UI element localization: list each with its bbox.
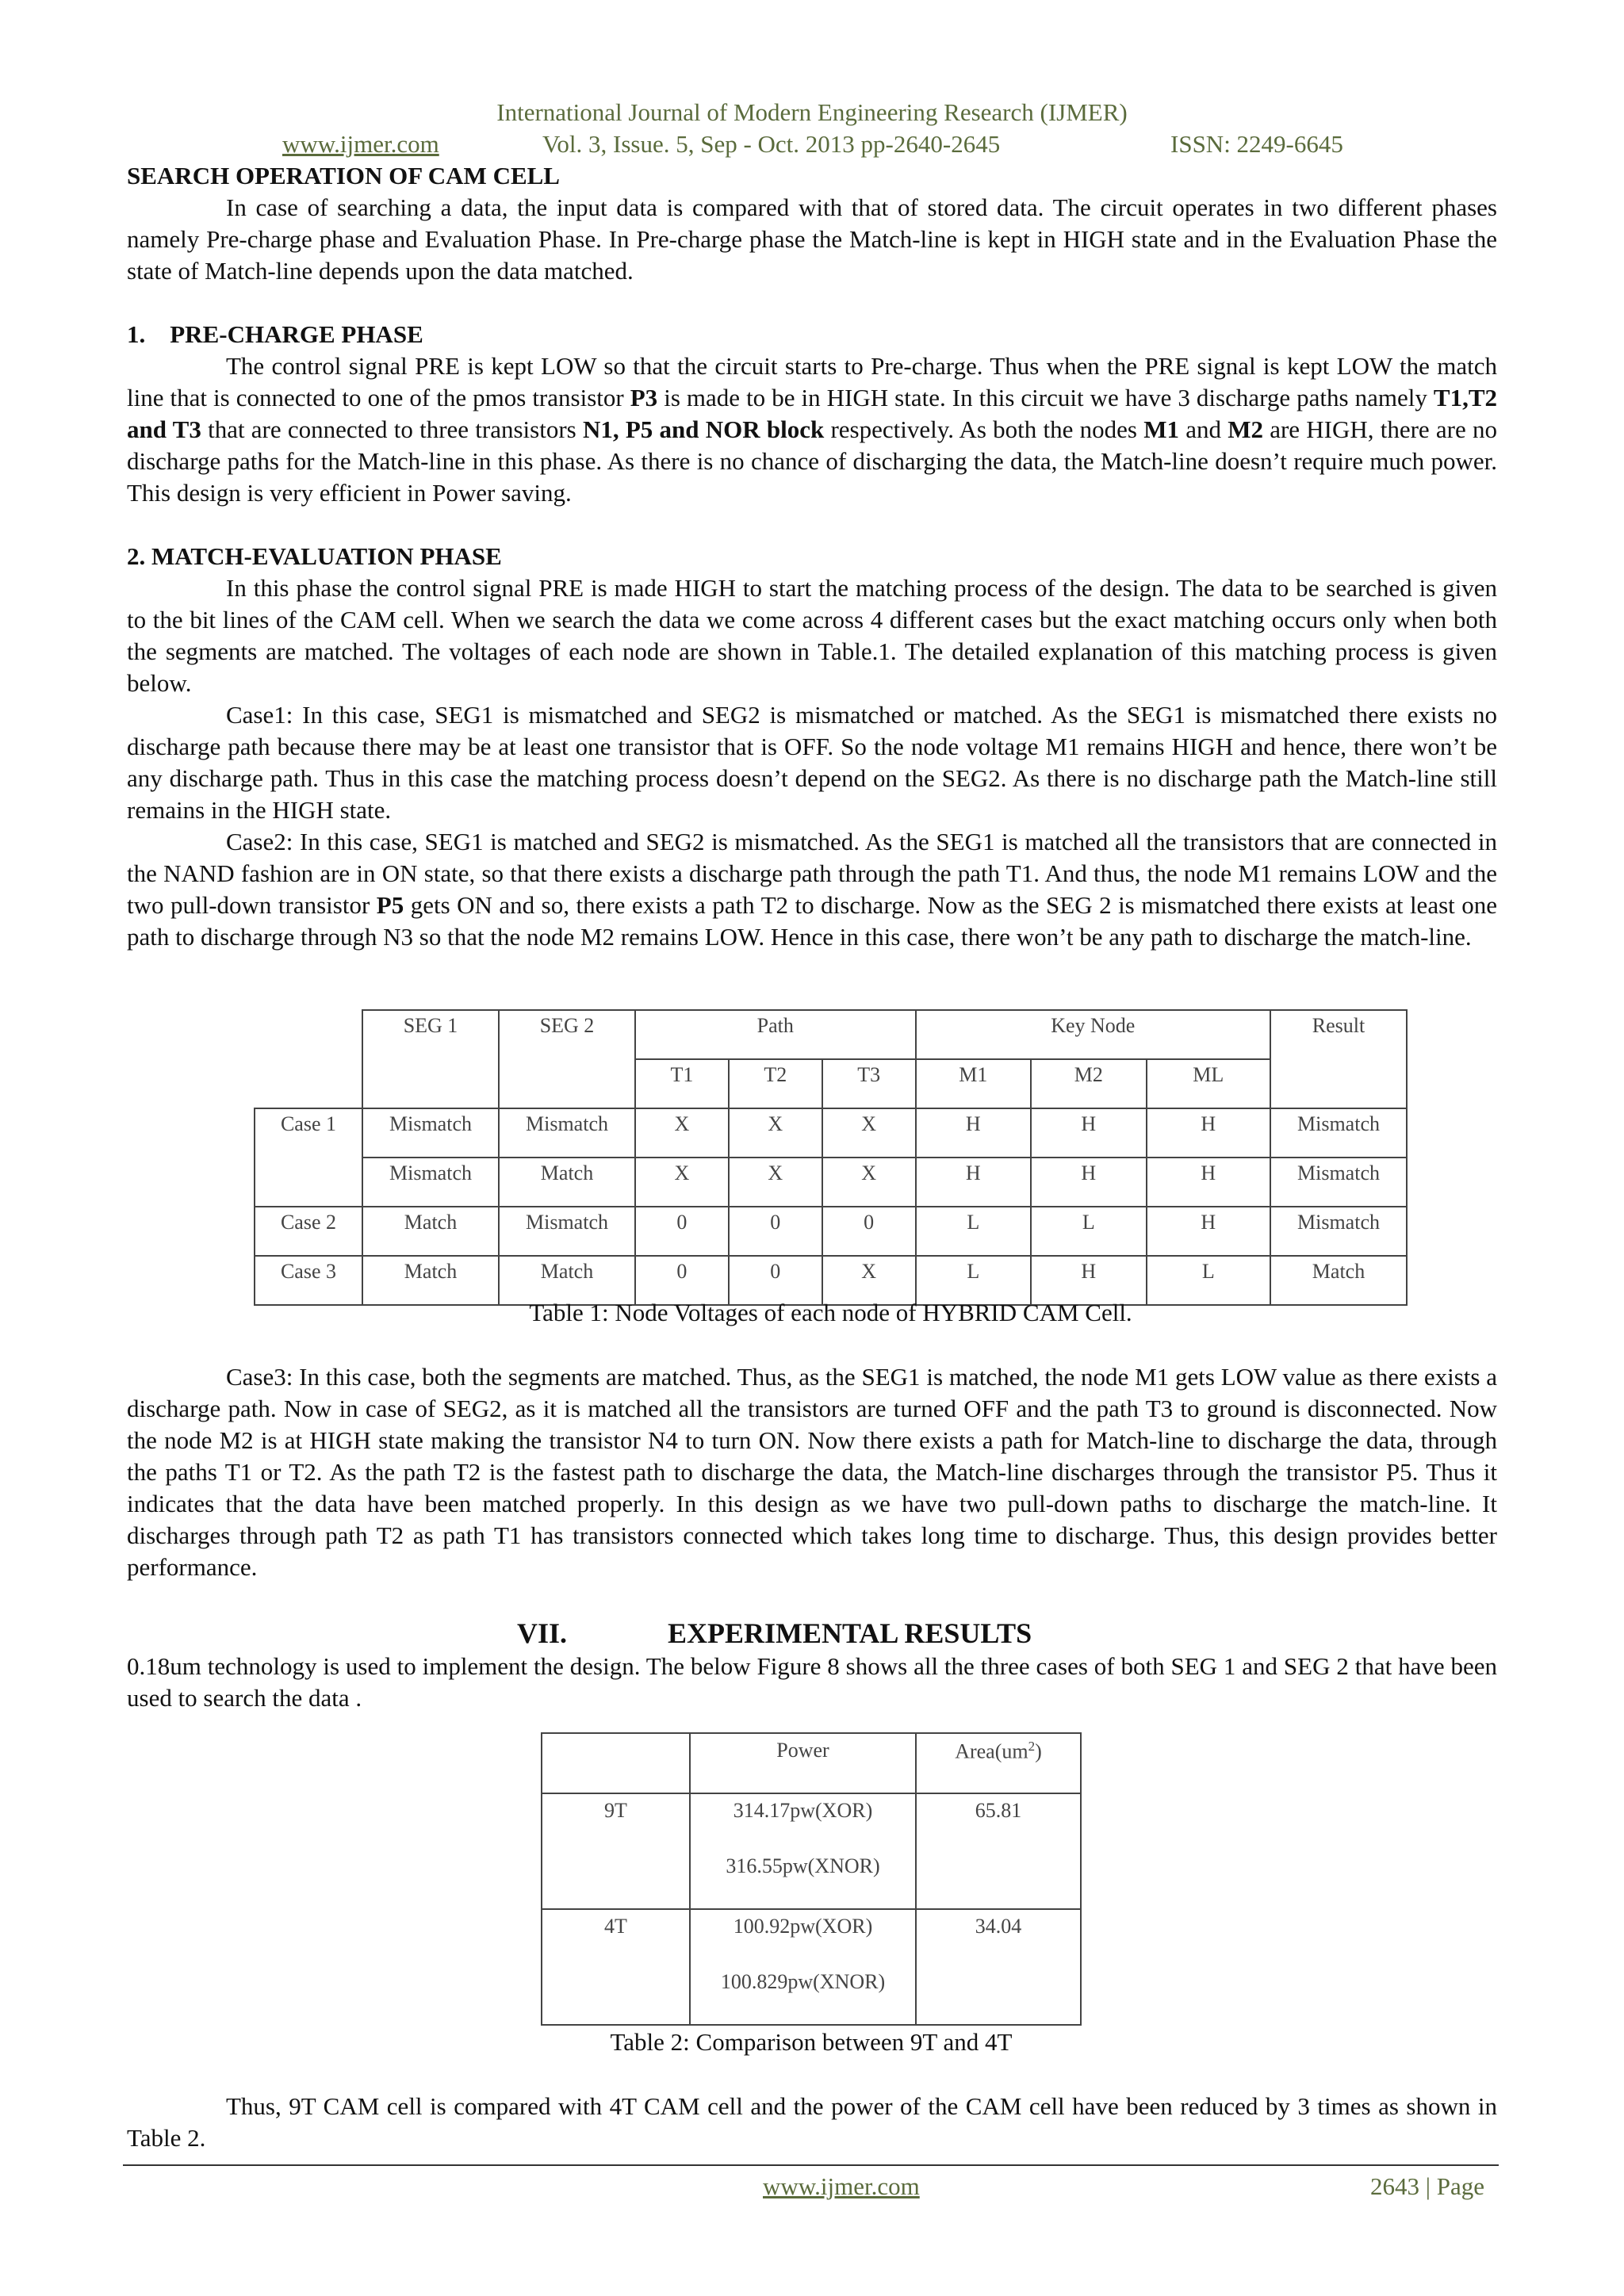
section-heading-precharge: 1. PRE-CHARGE PHASE: [127, 320, 423, 348]
table-cell-area: 65.81: [916, 1793, 1081, 1909]
table-header-ml: ML: [1147, 1059, 1270, 1108]
table-cell: Mismatch: [1270, 1108, 1407, 1158]
table-corner: [542, 1733, 690, 1793]
paragraph-case1: Case1: In this case, SEG1 is mismatched and SEG2 is mismatched or matched. As the SEG1 is mismatched there exists no discharge path because there may be at least one transistor that is OFF. So the node voltage M1 remains HIGH and hence, there won’t be any discharge path. Thus in this case the matching process doesn’t depend on the SEG2. As there is no discharge path the Match-line still remains in the HIGH state.: [127, 701, 1497, 824]
table-cell-power: 100.92pw(XOR) 100.829pw(XNOR): [690, 1909, 916, 2025]
section-heading-search: SEARCH OPERATION OF CAM CELL: [127, 162, 560, 189]
table-cell: Mismatch: [1270, 1158, 1407, 1207]
table-header-key-node: Key Node: [916, 1010, 1270, 1059]
running-header: [127, 128, 1497, 160]
table-cell: X: [635, 1158, 729, 1207]
table-header-t2: T2: [729, 1059, 822, 1108]
table-header-m1: M1: [916, 1059, 1031, 1108]
table-cell: X: [822, 1108, 916, 1158]
table-header-seg2: SEG 2: [499, 1010, 635, 1108]
section-number: VII.: [517, 1617, 568, 1649]
table-row: [255, 1108, 1407, 1158]
table-cell: H: [1031, 1256, 1146, 1305]
table-cell: Mismatch: [362, 1158, 499, 1207]
table-cell: Mismatch: [499, 1108, 635, 1158]
table-cell: L: [916, 1207, 1031, 1256]
table-cell: X: [729, 1158, 822, 1207]
table-cell: 0: [635, 1256, 729, 1305]
table-header-m2: M2: [1031, 1059, 1146, 1108]
table-corner: [255, 1010, 362, 1108]
footer-site-link[interactable]: www.ijmer.com: [763, 2172, 920, 2200]
table-cell: 0: [729, 1207, 822, 1256]
table-header-result: Result: [1270, 1010, 1407, 1108]
table-cell-name: 9T: [542, 1793, 690, 1909]
table1-caption: Table 1: Node Voltages of each node of HYBRID CAM Cell.: [529, 1299, 1132, 1326]
body-text-upper: [127, 160, 1497, 953]
table-cell: Mismatch: [499, 1207, 635, 1256]
table-row: [255, 1158, 1407, 1207]
table-cell: H: [1147, 1207, 1270, 1256]
page-number: 2643 | Page: [1370, 2172, 1484, 2200]
table-cell: H: [1147, 1158, 1270, 1207]
body-text-experimental: [127, 1651, 1497, 1714]
table-cell: 0: [635, 1207, 729, 1256]
table-cell: Match: [362, 1207, 499, 1256]
table-cell: Match: [362, 1256, 499, 1305]
table-cell-power: 314.17pw(XOR) 316.55pw(XNOR): [690, 1793, 916, 1909]
table-header-area: $Area(um^2)$: [916, 1733, 1081, 1793]
paragraph-precharge: The control signal PRE is kept LOW so that the circuit starts to Pre-charge. Thus when the PRE signal is kept LOW the match line that is connected to one of the pmos transistor P3 is made to be in HIGH state. In this circuit we have 3 discharge paths namely T1,T2 and T3 that are connected to three transistors N1, P5 and NOR block respectively. As both the nodes M1 and M2 are HIGH, there are no discharge paths for the Match-line in this phase. As there is no chance of discharging the data, the Match-line doesn’t require much power. This design is very efficient in Power saving.: [127, 352, 1498, 507]
table-cell-case: Case 1: [255, 1108, 362, 1207]
table-header-t3: T3: [822, 1059, 916, 1108]
table-header-power: Power: [690, 1733, 916, 1793]
table-cell: 0: [822, 1207, 916, 1256]
table-cell: H: [916, 1158, 1031, 1207]
paragraph-experimental: 0.18um technology is used to implement the design. The below Figure 8 shows all the three cases of both SEG 1 and SEG 2 that have been used to search the data .: [127, 1652, 1497, 1712]
table-node-voltages: [254, 1009, 1408, 1306]
table-cell: H: [916, 1108, 1031, 1158]
table-cell: H: [1031, 1108, 1146, 1158]
header-issn: ISSN: 2249-6645: [1170, 130, 1343, 158]
header-site-link[interactable]: www.ijmer.com: [282, 130, 439, 158]
table-cell-case: Case 2: [255, 1207, 362, 1256]
table-cell: Match: [499, 1256, 635, 1305]
table-cell: H: [1031, 1158, 1146, 1207]
header-volume: Vol. 3, Issue. 5, Sep - Oct. 2013 pp-2640-2645: [542, 130, 1001, 158]
paragraph-case3: Case3: In this case, both the segments are matched. Thus, as the SEG1 is matched, the node M1 gets LOW value as there exists a discharge path. Now in case of SEG2, as it is matched all the transistors are turned OFF and the path T3 to ground is disconnected. Now the node M2 is at HIGH state making the transistor N4 to turn ON. Now there exists a path for Match-line to discharge the data, through the paths T1 or T2. As the path T2 is the fastest path to discharge the data, the Match-line discharges through the transistor P5. Thus it indicates that the data have been matched properly. In this design as we have two pull-down paths to discharge the match-line. It discharges through path T2 as path T1 has transistors connected which takes long time to discharge. Thus, this design provides better performance.: [127, 1363, 1497, 1581]
table-header-path: Path: [635, 1010, 916, 1059]
table-cell: Mismatch: [362, 1108, 499, 1158]
table-cell: H: [1147, 1108, 1270, 1158]
table-cell: L: [1147, 1256, 1270, 1305]
journal-title: International Journal of Modern Engineering Research (IJMER): [496, 98, 1128, 126]
table-header-t1: T1: [635, 1059, 729, 1108]
table-comparison: [541, 1732, 1082, 2026]
table-cell: X: [729, 1108, 822, 1158]
table-cell: Match: [499, 1158, 635, 1207]
table-cell: X: [822, 1158, 916, 1207]
table-cell: X: [822, 1256, 916, 1305]
section-title: EXPERIMENTAL RESULTS: [668, 1617, 1032, 1649]
body-text-conclusion: [127, 2091, 1497, 2154]
paragraph-match-eval: In this phase the control signal PRE is made HIGH to start the matching process of the design. The data to be searched is given to the bit lines of the CAM cell. When we search the data we come across 4 different cases but the exact matching occurs only when both the segments are matched. The voltages of each node are shown in Table.1. The detailed explanation of this matching process is given below.: [127, 574, 1497, 697]
table-row: [542, 1909, 1081, 2025]
table-cell-case: Case 3: [255, 1256, 362, 1305]
footer-rule: [123, 2164, 1499, 2166]
table-header-seg1: SEG 1: [362, 1010, 499, 1108]
table-cell: L: [1031, 1207, 1146, 1256]
table-cell-name: 4T: [542, 1909, 690, 2025]
table-cell-area: 34.04: [916, 1909, 1081, 2025]
paragraph-case2: Case2: In this case, SEG1 is matched and SEG2 is mismatched. As the SEG1 is matched all the transistors that are connected in the NAND fashion are in ON state, so that there exists a discharge path through the path T1. And thus, the node M1 remains LOW and the two pull-down transistor P5 gets ON and so, there exists a path T2 to discharge. Now as the SEG 2 is mismatched there exists at least one path to discharge through N3 so that the node M2 remains LOW. Hence in this case, there won’t be any path to discharge the match-line.: [127, 828, 1498, 951]
paragraph-conclusion: Thus, 9T CAM cell is compared with 4T CAM cell and the power of the CAM cell have been reduced by 3 times as shown in Table 2.: [127, 2092, 1497, 2152]
table-cell: Match: [1270, 1256, 1407, 1305]
table-cell: 0: [729, 1256, 822, 1305]
table-cell: Mismatch: [1270, 1207, 1407, 1256]
body-text-case3: [127, 1361, 1497, 1583]
table-cell: X: [635, 1108, 729, 1158]
table2-caption: Table 2: Comparison between 9T and 4T: [610, 2028, 1013, 2056]
section-heading-match-eval: 2. MATCH-EVALUATION PHASE: [127, 542, 502, 570]
table-row: [542, 1793, 1081, 1909]
table-row: [255, 1207, 1407, 1256]
table-cell: L: [916, 1256, 1031, 1305]
paragraph-search: In case of searching a data, the input data is compared with that of stored data. The circuit operates in two different phases namely Pre-charge phase and Evaluation Phase. In Pre-charge phase the Match-line is kept in HIGH state and in the Evaluation Phase the state of Match-line depends upon the data matched.: [127, 193, 1497, 285]
